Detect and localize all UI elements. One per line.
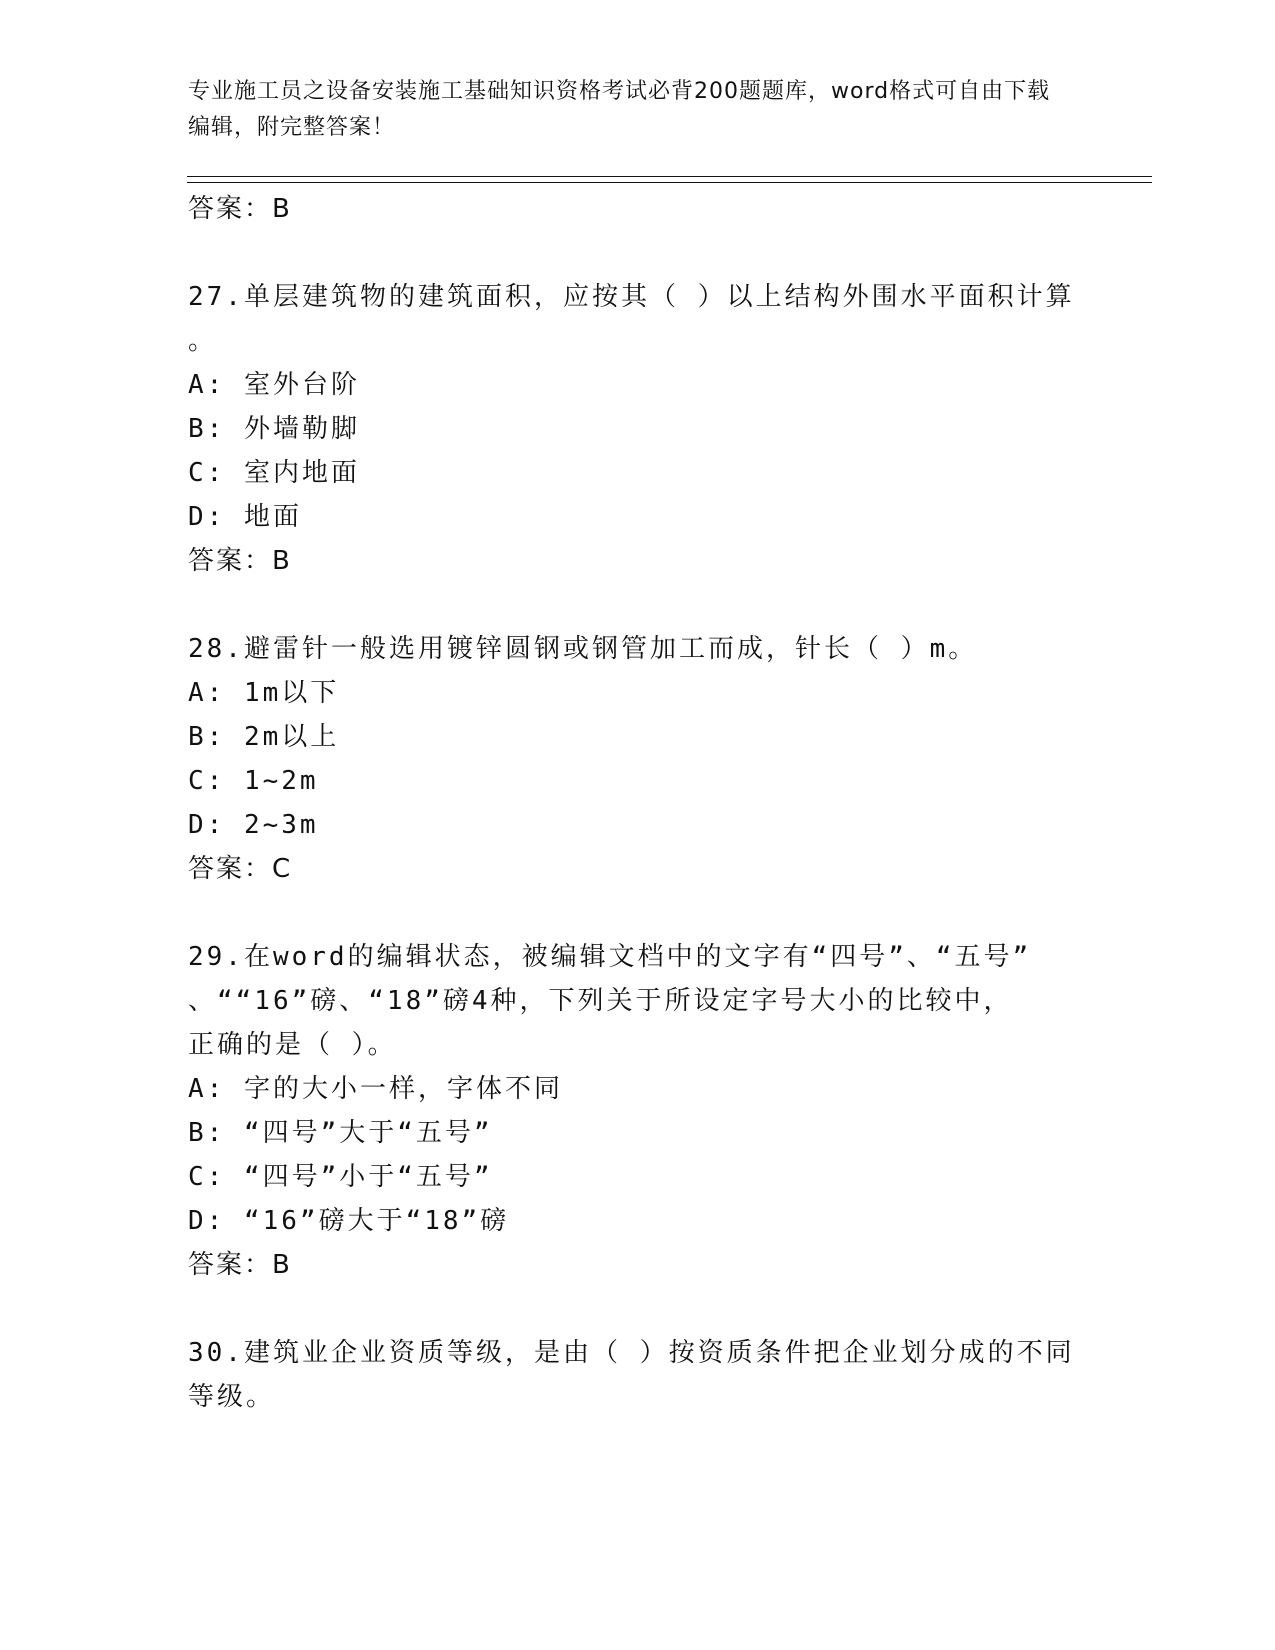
question-27-option-d: D: 地面	[188, 502, 302, 532]
answer-26: 答案：B	[188, 194, 292, 224]
question-29-stem-continued: 、““16”磅、“18”磅4种，下列关于所设定字号大小的比较中，	[188, 986, 1013, 1016]
answer-27: 答案：B	[188, 546, 292, 576]
question-29-option-b: B: “四号”大于“五号”	[188, 1118, 493, 1148]
question-30-stem: 30.建筑业企业资质等级，是由（ ）按资质条件把企业划分成的不同	[188, 1338, 1075, 1368]
answer-28: 答案：C	[188, 854, 293, 884]
question-28-option-a: A: 1m以下	[188, 678, 340, 708]
question-28-stem: 28.避雷针一般选用镀锌圆钢或钢管加工而成，针长（ ）m。	[188, 634, 978, 664]
question-27-stem-continued: 。	[188, 326, 218, 356]
question-29-option-c: C: “四号”小于“五号”	[188, 1162, 493, 1192]
answer-29: 答案：B	[188, 1250, 292, 1280]
question-28-option-d: D: 2~3m	[188, 810, 319, 840]
question-27-option-b: B: 外墙勒脚	[188, 414, 360, 444]
question-29-stem-continued-2: 正确的是（ ）。	[188, 1030, 397, 1060]
question-27-stem: 27.单层建筑物的建筑面积，应按其（ ）以上结构外围水平面积计算	[188, 282, 1075, 312]
question-28-option-b: B: 2m以上	[188, 722, 340, 752]
question-27-option-c: C: 室内地面	[188, 458, 360, 488]
header-divider-top	[187, 176, 1152, 177]
question-30-stem-continued: 等级。	[188, 1382, 276, 1412]
question-29-stem: 29.在word的编辑状态，被编辑文档中的文字有“四号”、“五号”	[188, 942, 1032, 972]
document-header: 专业施工员之设备安装施工基础知识资格考试必背200题题库，word格式可自由下载编辑，附完整答案！	[188, 79, 1051, 140]
question-27-option-a: A: 室外台阶	[188, 370, 360, 400]
question-28-option-c: C: 1~2m	[188, 766, 319, 796]
question-29-option-d: D: “16”磅大于“18”磅	[188, 1206, 510, 1236]
question-29-option-a: A: 字的大小一样，字体不同	[188, 1074, 563, 1104]
header-divider-bottom	[187, 182, 1152, 183]
